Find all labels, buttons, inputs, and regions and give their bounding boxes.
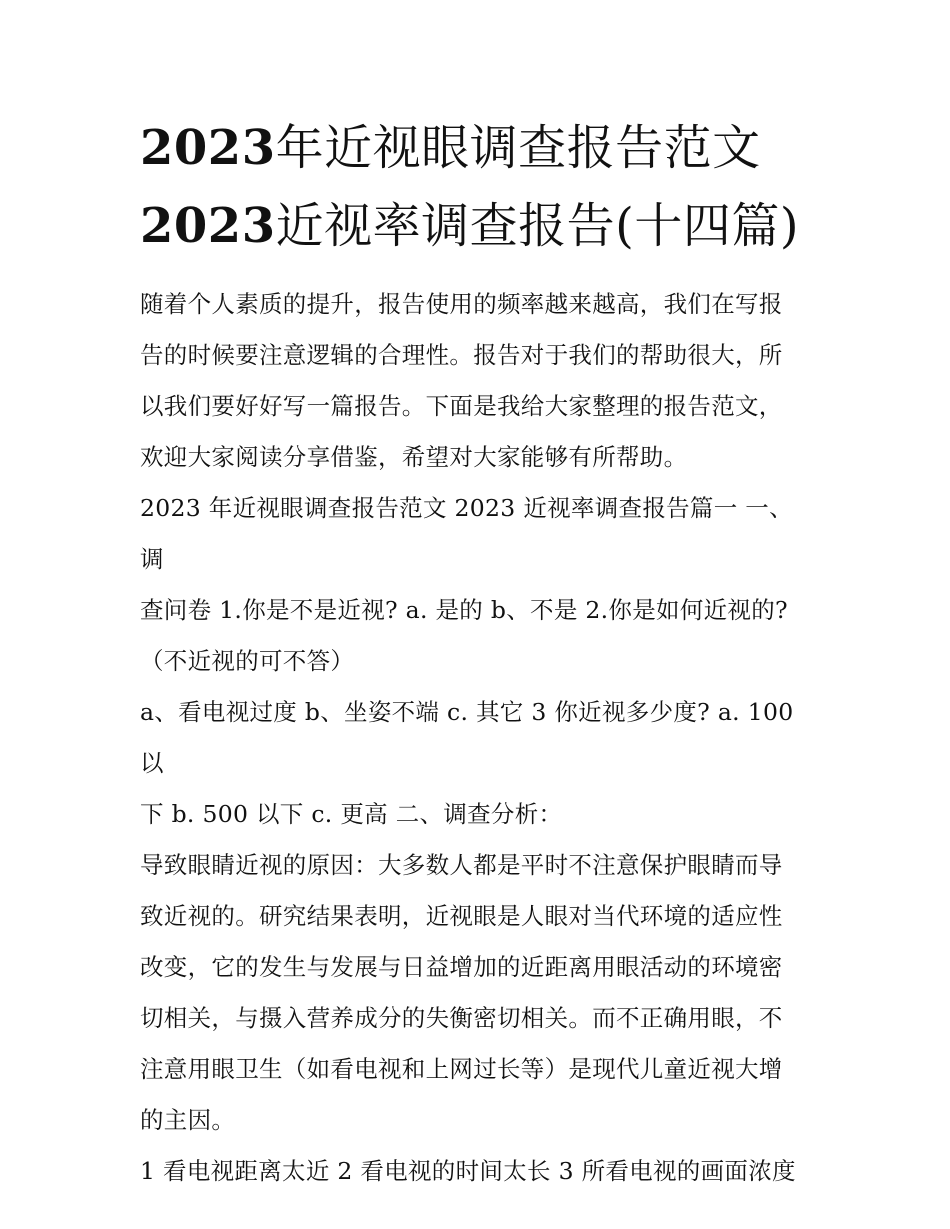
- paragraph-line: 随着个人素质的提升，报告使用的频率越来越高，我们在写报: [140, 290, 783, 318]
- body-paragraph: [140, 687, 812, 840]
- paragraph-line: 以我们要好好写一篇报告。下面是我给大家整理的报告范文，: [140, 392, 783, 420]
- paragraph-line: 改变，它的发生与发展与日益增加的近距离用眼活动的环境密: [140, 953, 783, 981]
- paragraph-line: a、看电视过度 b、坐姿不端 c. 其它 3 你近视多少度? a. 100 以: [140, 698, 794, 777]
- paragraph-line: 1 看电视距离太近 2 看电视的时间太长 3 所看电视的画面浓度: [140, 1157, 796, 1185]
- paragraph-line: 告的时候要注意逻辑的合理性。报告对于我们的帮助很大，所: [140, 341, 783, 369]
- paragraph-line: 致近视的。研究结果表明，近视眼是人眼对当代环境的适应性: [140, 902, 783, 930]
- document-title-line-1: [140, 120, 840, 176]
- body-paragraph: [140, 483, 812, 687]
- title-year-2: 2023: [140, 198, 276, 254]
- paragraph-line: 切相关，与摄入营养成分的失衡密切相关。而不正确用眼，不: [140, 1004, 783, 1032]
- paragraph-line: 2023 年近视眼调查报告范文 2023 近视率调查报告篇一 一、调: [140, 494, 793, 573]
- title-text-1: 年近视眼调查报告范文: [275, 120, 761, 176]
- paragraph-line: 的主因。: [140, 1106, 236, 1134]
- body-paragraph: [140, 279, 812, 483]
- paragraph-line: 注意用眼卫生（如看电视和上网过长等）是现代儿童近视大增: [140, 1055, 783, 1083]
- paragraph-line: 导致眼睛近视的原因：大多数人都是平时不注意保护眼睛而导: [140, 851, 783, 879]
- paragraph-line: 查问卷 1.你是不是近视? a. 是的 b、不是 2.你是如何近视的?: [140, 596, 788, 624]
- body-paragraph: [140, 1146, 812, 1197]
- title-year-1: 2023: [140, 120, 276, 176]
- body-paragraph: [140, 840, 812, 1146]
- document-body: [140, 279, 812, 1197]
- paragraph-line: 欢迎大家阅读分享借鉴，希望对大家能够有所帮助。: [140, 443, 688, 471]
- paragraph-line: （不近视的可不答）: [140, 647, 355, 675]
- document-title-line-2: [140, 198, 840, 254]
- title-text-2: 近视率调查报告(十四篇): [275, 198, 800, 254]
- paragraph-line: 下 b. 500 以下 c. 更高 二、调查分析：: [140, 800, 563, 828]
